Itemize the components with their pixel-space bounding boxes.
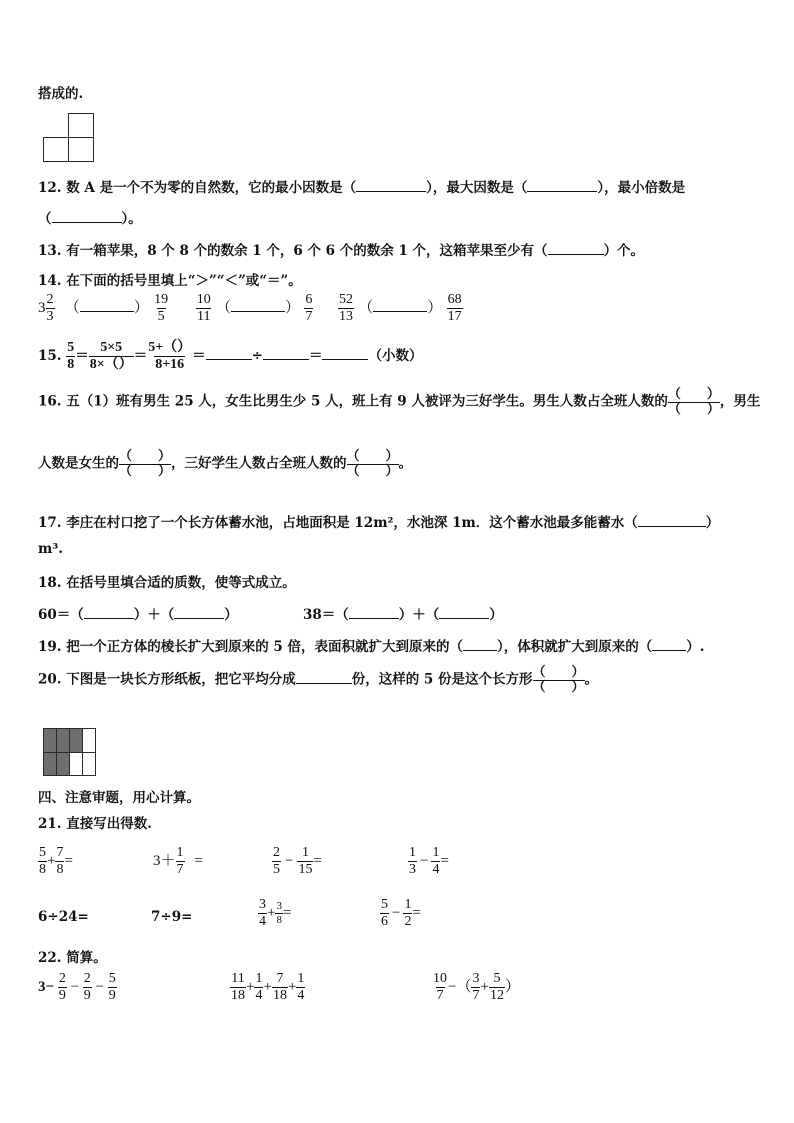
denominator: 7 [305, 309, 313, 324]
q16-text-b: ，男生 [719, 393, 761, 410]
question-16-cont [38, 450, 412, 478]
numerator: 7 [276, 971, 284, 986]
q19-text-c: ）. [686, 639, 705, 655]
numerator: 2 [58, 971, 66, 986]
numerator: 1 [432, 845, 440, 860]
answer-blank[interactable] [463, 638, 497, 651]
fraction [296, 972, 305, 1003]
denominator: 13 [338, 309, 353, 324]
q18-lhs: 38＝（ [303, 607, 349, 623]
numerator: 5 [493, 971, 501, 986]
expr-21-5: 6÷24= [38, 909, 89, 925]
numerator: 1 [176, 845, 184, 860]
question-13 [38, 239, 644, 259]
q18-plus: ）＋（ [398, 607, 440, 623]
numerator: 5 [381, 897, 388, 912]
numerator: 10 [433, 971, 447, 986]
q20-text-b: 份，这样的 5 份是这个长方形 [351, 671, 533, 688]
numerator: 5 [108, 971, 116, 986]
denominator: 5 [157, 309, 165, 324]
q12-text-c: ），最小倍数是 [597, 180, 686, 196]
answer-blank[interactable] [356, 179, 426, 192]
fraction [272, 846, 281, 877]
question-15 [38, 341, 422, 372]
numerator: 68 [447, 292, 462, 307]
q13-text-a: 有一箱苹果，8 个 8 个的数余 1 个，6 个 6 个的数余 1 个，这箱苹果至少有（ [66, 243, 548, 259]
question-20 [38, 666, 598, 694]
question-number: 15. [38, 348, 62, 364]
cube-cell [43, 137, 69, 162]
q12-text-e: ）。 [121, 211, 142, 227]
intro-tail: 搭成的. [38, 86, 84, 102]
numerator-blank[interactable]: （ ） [532, 665, 585, 680]
numerator: 11 [231, 971, 245, 986]
question-number: 21. [38, 816, 62, 832]
operator: + [267, 904, 276, 921]
denominator: 8 [67, 357, 75, 372]
numerator: 3 [259, 897, 266, 912]
question-number: 18. [38, 575, 62, 591]
equals-sign: = [313, 852, 322, 869]
fraction [432, 972, 448, 1003]
q18-end: ） [224, 607, 238, 623]
denominator: 8+16 [155, 357, 185, 372]
numerator: 2 [46, 292, 54, 307]
denominator: 17 [447, 309, 462, 324]
fraction [258, 898, 267, 929]
q19-text-a: 把一个正方体的棱长扩大到原来的 5 倍，表面积就扩大到原来的（ [66, 639, 463, 655]
answer-fraction[interactable] [347, 450, 399, 478]
answer-blank[interactable] [263, 347, 309, 360]
fraction [89, 341, 134, 372]
expr-21-2 [153, 846, 203, 877]
fraction [176, 846, 185, 877]
question-number: 13. [38, 243, 62, 259]
shaded-cell [69, 728, 83, 753]
answer-blank[interactable] [638, 514, 706, 527]
numerator-blank[interactable]: （ ） [119, 449, 172, 464]
operator: − [420, 852, 429, 869]
q18-lhs: 60＝（ [38, 607, 84, 623]
denominator: 8 [56, 862, 64, 877]
fraction [408, 846, 417, 877]
whole-term: 3− [38, 978, 55, 995]
question-number: 19. [38, 639, 62, 655]
q17-unit: m³. [38, 541, 63, 557]
equals-sign: ＝ [75, 348, 89, 364]
cube-cell [68, 137, 94, 162]
shaded-cell [43, 752, 57, 776]
fraction [489, 972, 505, 1003]
answer-blank[interactable] [349, 606, 399, 619]
blank-cell [69, 752, 83, 776]
denominator: 7 [472, 988, 480, 1003]
expr-21-8 [380, 898, 421, 929]
fraction [196, 293, 212, 324]
question-22 [38, 946, 107, 966]
answer-blank[interactable] [373, 299, 427, 312]
q20-text-c: 。 [584, 671, 599, 688]
expr-21-6: 7÷9= [151, 909, 193, 925]
question-number: 22. [38, 950, 62, 966]
q16-text-a: 五（1）班有男生 25 人，女生比男生少 5 人，班上有 9 人被评为三好学生。男生人数占全班人数的 [66, 393, 668, 410]
expr-21-1 [38, 846, 73, 877]
equals-sign: ＝ [133, 348, 148, 364]
denominator-blank[interactable]: （ ） [119, 463, 172, 479]
cube-cell [68, 113, 94, 138]
fraction [338, 293, 354, 324]
operator: + [263, 978, 272, 995]
fraction [275, 901, 283, 926]
numerator: 52 [338, 292, 353, 307]
cube-figure [43, 113, 95, 163]
denominator: 9 [83, 988, 91, 1003]
q18-end: ） [489, 607, 503, 623]
q18-text: 在括号里填合适的质数，使等式成立。 [66, 575, 296, 591]
denominator: 9 [58, 988, 66, 1003]
fraction [83, 972, 92, 1003]
q21-text: 直接写出得数. [66, 816, 152, 832]
numerator: 5+（） [148, 340, 192, 355]
q18-eq1 [38, 603, 238, 623]
question-17 [38, 511, 719, 531]
numerator: 5 [67, 340, 75, 355]
whole-number: 3 [38, 300, 46, 316]
expr-22-3 [432, 972, 520, 1003]
denominator: 2 [404, 914, 412, 929]
q12-text-b: ），最大因数是（ [426, 180, 528, 196]
q14-comparisons: 3 $\frac{2}{3}$ （ ） $\frac{19}{5}$ $\frac{10}{11}$ （ ） $\frac{6}{7}$ $\frac{52}{13}$ （ ） $\frac{68}{17}$ [38, 292, 462, 324]
numerator: 3 [472, 971, 480, 986]
close-paren: ） [504, 978, 520, 995]
denominator-blank[interactable]: （ ） [346, 463, 399, 479]
numerator: 7 [56, 845, 64, 860]
fraction [297, 846, 313, 877]
equals-sign: = [194, 852, 203, 869]
denominator: 11 [196, 309, 211, 324]
numerator: 10 [196, 292, 211, 307]
question-number: 12. [38, 180, 62, 196]
fraction [304, 293, 313, 324]
denominator: 4 [259, 914, 266, 929]
operator: −（ [448, 978, 472, 995]
shaded-cell [43, 728, 57, 753]
denominator: 12 [489, 988, 504, 1003]
whole-term: 3＋ [153, 852, 176, 869]
denominator: 4 [432, 862, 440, 877]
question-number: 20. [38, 671, 62, 688]
q12-text-d: （ [38, 211, 52, 227]
q12-text-a: 数 A 是一个不为零的自然数，它的最小因数是（ [66, 180, 357, 196]
question-16 [38, 388, 760, 416]
denominator: 7 [436, 988, 444, 1003]
fraction [147, 341, 192, 372]
expr-22-2 [230, 972, 305, 1003]
denominator: 18 [231, 988, 245, 1003]
question-number: 16. [38, 393, 62, 410]
answer-blank[interactable] [548, 242, 604, 255]
denominator: 3 [46, 309, 54, 324]
denominator: 15 [298, 862, 313, 877]
shaded-cell [56, 752, 70, 776]
answer-fraction[interactable] [533, 666, 585, 694]
denominator: 4 [297, 988, 305, 1003]
denominator: 8 [276, 914, 282, 926]
fraction [46, 293, 55, 324]
fraction [272, 972, 288, 1003]
answer-blank[interactable] [527, 179, 597, 192]
equals-sign: ＝ [192, 348, 206, 364]
question-number: 17. [38, 515, 62, 531]
answer-blank[interactable] [231, 299, 285, 312]
answer-blank[interactable] [652, 638, 686, 651]
rectangle-figure [43, 728, 97, 776]
q18-plus: ）＋（ [133, 607, 175, 623]
answer-blank[interactable] [439, 606, 489, 619]
equals-sign: ＝ [308, 348, 323, 364]
numerator: 1 [255, 971, 263, 986]
blank-cell [82, 728, 96, 753]
question-number: 14. [38, 273, 62, 289]
expr-21-4 [408, 846, 449, 877]
operator: − [285, 852, 294, 869]
denominator-blank[interactable]: （ ） [532, 679, 585, 695]
answer-fraction[interactable] [119, 450, 171, 478]
denominator: 4 [255, 988, 263, 1003]
denominator: 7 [176, 862, 184, 877]
answer-blank[interactable] [322, 347, 368, 360]
operator: + [47, 852, 56, 869]
denominator: 8×（） [89, 357, 133, 372]
numerator: 19 [154, 292, 169, 307]
fraction [447, 293, 463, 324]
numerator: 2 [83, 971, 91, 986]
answer-blank[interactable] [84, 606, 134, 619]
expr-22-1 [38, 972, 117, 1003]
fraction [230, 972, 246, 1003]
question-19 [38, 635, 704, 655]
q22-text: 简算。 [66, 950, 107, 966]
numerator: 6 [305, 292, 313, 307]
numerator: 1 [409, 845, 416, 860]
operator: + [480, 978, 489, 995]
expr-21-7 [258, 898, 291, 929]
equals-sign: = [64, 852, 73, 869]
numerator: 1 [301, 845, 309, 860]
section-heading: 四、注意审题，用心计算。 [38, 790, 200, 806]
denominator: 18 [272, 988, 287, 1003]
q16-text-e: 。 [398, 455, 413, 472]
equals-sign: = [412, 904, 421, 921]
question-18 [38, 571, 296, 591]
q14-text: 在下面的括号里填上“＞”“＜”或“＝”。 [66, 273, 302, 289]
operator: + [287, 978, 297, 995]
fraction [66, 341, 75, 372]
denominator: 9 [108, 988, 116, 1003]
numerator: 1 [404, 897, 412, 912]
fraction [58, 972, 67, 1003]
q17-text-a: 李庄在村口挖了一个长方体蓄水池，占地面积是 12m²，水池深 1m．这个蓄水池最多能蓄水（ [66, 515, 638, 531]
q15-tail: （小数） [368, 348, 423, 364]
answer-blank[interactable] [296, 671, 352, 684]
blank-cell [82, 752, 96, 776]
equals-sign: = [282, 904, 292, 921]
shaded-cell [56, 728, 70, 753]
denominator: 3 [409, 862, 416, 877]
denominator-blank[interactable]: （ ） [667, 401, 720, 417]
operator: − [95, 978, 104, 995]
operator: − [70, 978, 80, 995]
operator: − [392, 904, 401, 921]
numerator: 5 [39, 845, 46, 860]
denominator: 8 [39, 862, 46, 877]
question-14 [38, 269, 302, 289]
q20-text-a: 下图是一块长方形纸板，把它平均分成 [66, 671, 296, 688]
equals-sign: = [440, 852, 449, 869]
q19-text-b: ），体积就扩大到原来的（ [497, 639, 653, 655]
fraction [153, 293, 169, 324]
numerator-blank[interactable]: （ ） [346, 449, 399, 464]
question-21 [38, 812, 152, 832]
answer-blank[interactable] [80, 299, 134, 312]
denominator: 5 [273, 862, 280, 877]
expr-21-3 [272, 846, 322, 877]
denominator: 6 [381, 914, 388, 929]
question-12-cont [38, 207, 142, 227]
fraction [380, 898, 389, 929]
question-12 [38, 176, 685, 196]
q13-text-b: ）个。 [603, 243, 645, 259]
numerator: 5×5 [100, 340, 123, 355]
answer-blank[interactable] [52, 210, 122, 223]
q16-text-d: ，三好学生人数占全班人数的 [171, 455, 347, 472]
numerator-blank[interactable]: （ ） [667, 387, 720, 402]
q16-text-c: 人数是女生的 [38, 455, 119, 472]
answer-blank[interactable] [174, 606, 224, 619]
numerator: 1 [297, 971, 305, 986]
fraction [38, 846, 47, 877]
operator: + [246, 978, 255, 995]
numerator: 2 [273, 845, 280, 860]
fraction [108, 972, 117, 1003]
answer-fraction[interactable] [668, 388, 720, 416]
numerator: 3 [276, 900, 282, 912]
divide-sign: ÷ [251, 348, 263, 364]
answer-blank[interactable] [206, 347, 252, 360]
q17-text-b: ） [705, 515, 720, 531]
q18-eq2 [303, 603, 503, 623]
